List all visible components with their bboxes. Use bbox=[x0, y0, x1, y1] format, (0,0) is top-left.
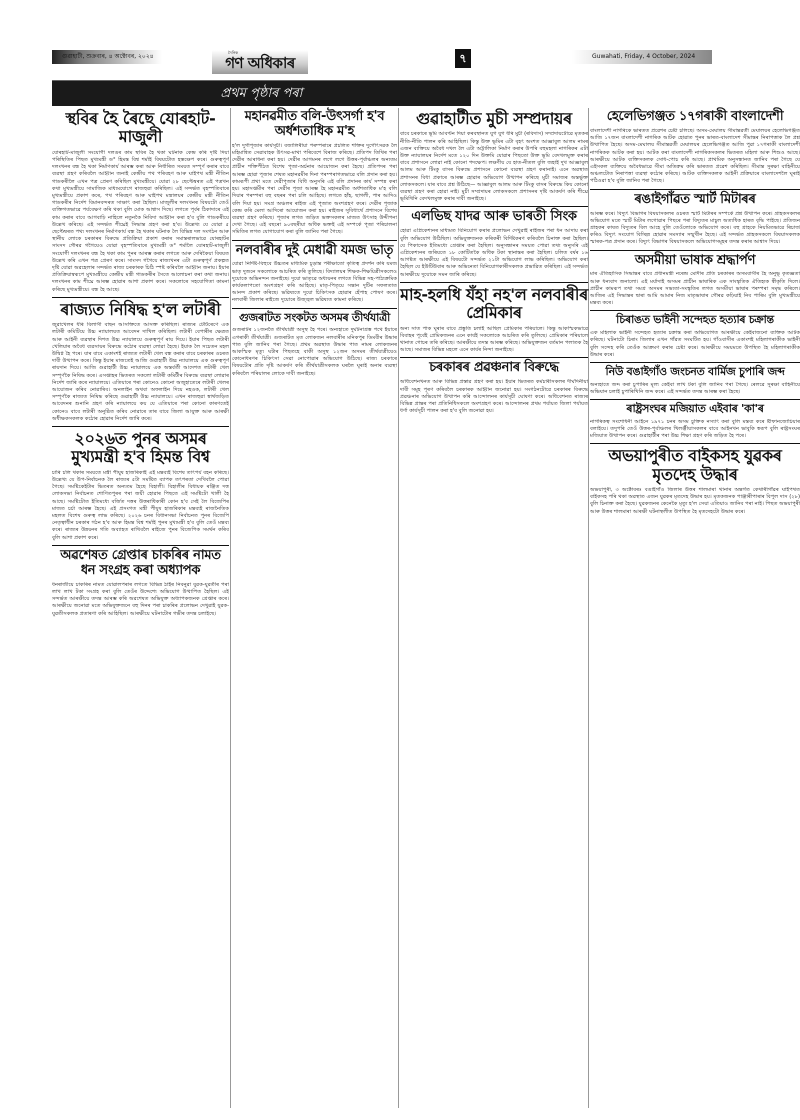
article bbox=[400, 282, 588, 355]
article-divider bbox=[590, 189, 800, 190]
article-headline[interactable]: মহানৱমীত বলি-উৎসৰ্গা হ'ব অৰ্ধশতাধিক ম'হ bbox=[244, 109, 385, 139]
article bbox=[590, 443, 800, 516]
article bbox=[590, 362, 800, 396]
article-headline[interactable]: স্থবিৰ হৈ ৰৈছে যোৰহাট-মাজুলী bbox=[65, 109, 216, 147]
date-assamese: গুৱাহাটী, শুক্ৰবাৰ, ৪ অক্টোবৰ, ২০২৪ bbox=[52, 50, 162, 64]
article-headline[interactable]: নিউ বঙাইগাঁও জংচনত বাৰ্মিজ চুপাৰি জব্দ bbox=[605, 364, 785, 378]
article-body: যোৱা নিৰ্দিষ্ট-বিহুবে উচ্চতৰ মাধ্যমিক চূড়ান্ত পৰীক্ষাতো কৃতিত্ব প্ৰদৰ্শন কৰি যমজ ভাতৃ দুজনে সকলোকে আচৰিত কৰি তুলিছে। বিদ্যালয়ৰ শিক্ষক-শিক্ষয়িত্ৰীসকলেও দুয়োকে অভিনন্দন জনাইছে। দুয়ো ভাতৃৱে অধ্যয়নৰ লগতে বিভিন্ন সহ-পাঠ্যক্ৰমিক কাৰ্যকলাপতো অংশগ্ৰহণ কৰি আহিছে। মাতৃ-পিতৃয়ে সন্তান দুটিৰ সফলতাত আনন্দ প্ৰকাশ কৰিছে। ভৱিষ্যতে দুয়ো চিকিৎসক হোৱাৰ হেঁপাহ পোষণ কৰে। নলবাৰী জিলাৰ ৰাইজে দুয়োৰে উজ্জ্বল ভৱিষ্যত কামনা কৰিছে। bbox=[232, 261, 397, 304]
article-body: বাংলাদেশী নাগৰিকে ভাৰতত প্ৰৱেশৰ চেষ্টা চলিছে। অসম-মেঘালয় সীমান্তৱৰ্তী মেঘালয়ৰ হেলেভিগঞ্জত আজি ১৭জন বাংলাদেশী নাগৰিক আটক হোৱাত পুনৰ ভাৰত-বাংলাদেশ সীমান্তৰ নিৰাপত্তাক লৈ প্ৰশ্ন উত্থাপিত হৈছে। অসম-মেঘালয় সীমান্তৱৰ্তী মেঘালয়ৰ হেলেভিগঞ্জত আজি পুৱা ১৭গৰাকী বাংলাদেশী নাগৰিকক আটক কৰা হয়। আটক কৰা বাংলাদেশী নাগৰিকসকলৰ ভিতৰত মহিলা আৰু শিশুও আছে। আৰক্ষীয়ে আটক ব্যক্তিসকলক সোধ-পোচ কৰি আছে। প্ৰাথমিক অনুসন্ধানত জানিব পৰা গৈছে যে এইসকল ব্যক্তিয়ে অবৈধভাৱে সীমা অতিক্ৰম কৰি ভাৰতত প্ৰৱেশ কৰিছিল। সীমান্ত সুৰক্ষা বাহিনীয়ে অঞ্চলটোত নিৰাপত্তা ব্যৱস্থা কঠোৰ কৰিছে। আটক ব্যক্তিসকলক আইনী প্ৰক্ৰিয়াৰে বাংলাদেশলৈ ঘূৰাই পঠিওৱা হ'ব বুলি জানিব পৰা গৈছে। bbox=[590, 127, 800, 185]
article bbox=[590, 250, 800, 308]
article-headline[interactable]: ৰঙাইগাঁৱত স্মাৰ্ট মিটাৰৰ bbox=[634, 191, 756, 207]
article-body: যোৰহাট-মাজুলী সংযোগী দলঙৰ কাম স্থবিৰ হৈ থকা ঘটনাক কেন্দ্ৰ কৰি দৃষ্টি দিয়া পৰিস্থিতিৰ পিছত মুখ্যমন্ত্ৰী ড° হিমন্ত বিশ্ব শৰ্মাই বিষয়টোত হস্তক্ষেপ কৰে। গুৰুত্বপূৰ্ণ দলংখনৰ বন্ধ হৈ থকা নিৰ্মাণকাৰ্য আৰম্ভ কৰা আৰু নিৰ্ধাৰিত সময়ত সম্পূৰ্ণ কৰাৰ বাবে ব্যৱস্থা গ্ৰহণ কৰিবলৈ আহ্বান জনাই কেন্দ্ৰীয় পথ পৰিবহণ আৰু ঘাইপথ মন্ত্ৰী নীতিন গাডকৰীলৈ এখন পত্ৰ প্ৰেৰণ কৰিছিল মুখ্যমন্ত্ৰীয়ে। যোৱা ২৮ ছেপ্টেম্বৰত এই পত্ৰখন কথা মুখ্যমন্ত্ৰীয়ে সামাজিক মাধ্যমযোগে ৰাজহুৱা কৰিছিল। এই সন্দৰ্ভত বৃহস্পতিবাৰে মুখ্যমন্ত্ৰীয়ে প্ৰকাশ কৰে, পথ পৰিবহণ আৰু ঘাইপথ মন্ত্ৰালয়ৰ কেন্দ্ৰীয় মন্ত্ৰী নীতিন গাডকৰীৰ নিৰ্দেশ বিমানবন্দৰত সাক্ষাৎ কৰা হৈছিল। মাজুলীৰ দলংখনৰ বিষয়টো তেওঁ ব্যক্তিগতভাৱে পৰ্যবেক্ষণ কৰি থকা বুলি মোক আশ্বাস দিছে। লগতে পূৰ্বৰ ঠিকাদাৰে এই কাম কৰাৰ বাবে আগবাঢ়ি নাহিলে নতুনকৈ নিবিদা আহ্বান কৰা হ'ব বুলি গাডকৰীয়ে উল্লেখ কৰিছে। এই সন্দৰ্ভত শীঘ্ৰেই সিদ্ধান্ত গ্ৰহণ কৰা হ'ব। উল্লেখ্য যে যোৱা ৫ ছেপ্টেম্বৰত পথ্য দলংখনৰ নিৰ্মাণকাৰ্য বন্ধ হৈ থকাৰ ঘটনাক লৈ বিভিন্ন দল সংগঠন আৰু স্থানীয় লোকে চৰকাৰৰ বিৰুদ্ধে প্ৰতিক্ৰিয়া প্ৰকাশ কৰাৰ সমান্তৰালভাৱে যোৰহাটৰ সাংসদ গৌৰৱ গগৈয়েও যোৱা বৃহস্পতিবাৰে মুখ্যমন্ত্ৰী ড° শৰ্মালৈ যোৰহাট-মাজুলী সংযোগী দলংখনৰ বন্ধ হৈ থকা কাম পুনৰ আৰম্ভ কৰাৰ লগতে আৰু দেৰিকৈয়া বিষয়ত উল্লেখ কৰি এখন পত্ৰ প্ৰেৰণ কৰে। সাংসদ গগৈয়ে ৰাজ্যখনৰ এটা গুৰুত্বপূৰ্ণ প্ৰকল্পত দৃষ্টি যোৱা অৱহেলাৰ সন্দৰ্ভত ৰাজ্য চৰকাৰক চিঠি স্পষ্ট কৰিবলৈ আহ্বান জনায়। ইয়াৰ প্ৰতিক্ৰিয়াস্বৰূপে মুখ্যমন্ত্ৰীয়ে কেন্দ্ৰীয় মন্ত্ৰী গাডকৰীৰ সৈতে আলোচনা কৰা কথা জনায়। দলংখনৰ কাম শীঘ্ৰে আৰম্ভ হোৱাৰ আশা প্ৰকাশ কৰে। সকলোৰে সহযোগিতা কামনা কৰিছে মুখ্যমন্ত্ৰীয়ে। বন্ধ হৈ আছে। bbox=[52, 149, 229, 293]
logo-tagline: দৈনিক bbox=[228, 50, 239, 55]
article-headline[interactable]: মাহ-হলধি যঁহা নহ'ল নলবাৰীৰ প্ৰেমিকাৰ bbox=[400, 284, 588, 323]
article bbox=[52, 426, 229, 542]
newspaper-logo bbox=[212, 50, 308, 74]
page-number: ৭ bbox=[455, 49, 471, 68]
article-divider bbox=[52, 426, 229, 427]
column-4 bbox=[590, 108, 800, 516]
article-divider bbox=[232, 308, 397, 309]
article bbox=[400, 357, 588, 415]
article-body: অন্যহাতে জব্দ কৰা চুপাৰিৰ মূল্য কেইবা লাখ টকা বুলি জানিব পৰা গৈছে। ৰেলৱে সুৰক্ষা বাহিনীয়ে অভিযান চলাই চুপাৰিখিনি জব্দ কৰে। এই সন্দৰ্ভত তদন্ত আৰম্ভ কৰা হৈছে। bbox=[590, 381, 800, 395]
article-body: গুজৰাটৰ ১২জনতৈ তীৰ্থযাত্ৰী অসুস্থ হৈ পৰে। অন্যহাতে দুৰ্ঘটনাগ্ৰস্ত পথে ইয়াৰে এগৰাকী তীৰ্থযাত্ৰী। গুজৰাটত মৃত লোকজন নলবাৰীৰ মনিকপুৰ ডিমবীৰ উদ্ধাৰ পাত বুলি জানিব পৰা গৈছে। প্ৰথম অৱস্থাত উদ্ধাৰ পাত নামৰ লোকজনৰ আকস্মিক মৃত্যু ঘটাৰ পিছতহে বাকী অসুস্থ ১২জন অসমৰ তীৰ্থযাত্ৰীয়েও কোনোধৰণৰ চিকিৎসা সেৱা নোপোৱাৰ অভিযোগ উঠিছে। ৰাজ্য চৰকাৰে বিষয়টোৰ প্ৰতি দৃষ্টি আকৰ্ষণ কৰি তীৰ্থযাত্ৰীসকলক ঘৰলৈ ঘূৰাই অনাৰ ব্যৱস্থা কৰিবলৈ পৰিয়ালৰ লোকে দাবী জনাইছে। bbox=[232, 327, 397, 377]
article-body: আৰম্ভ কৰে। বিদ্যুৎ বিভাগৰ বিষয়াসকলৰ ওচৰত স্মাৰ্ট মিটাৰৰ সম্পৰ্কে প্ৰশ্ন উত্থাপন কৰে। গ্ৰাহকসকলৰ অভিযোগ মতে স্মাৰ্ট মিটাৰ লগোৱাৰ পিছৰে পৰা বিদ্যুতৰ মাচুল অত্যধিক হাৰত বৃদ্ধি পাইছে। প্ৰতিজন গ্ৰাহকৰ কাষত বিদ্যুতৰ বিল আহে বুলি তেওঁলোকে অভিযোগ কৰে। বহু গ্ৰাহকে নিয়মিতভাৱে ৰিচাৰ্জ কৰিও বিদ্যুৎ সংযোগ বিচ্ছিন্ন হোৱাৰ সমস্যাৰ সন্মুখীন হৈছে। এই সন্দৰ্ভত গ্ৰাহকসকলে বিষয়াসকলক স্মাৰক-পত্ৰ প্ৰদান কৰে। বিদ্যুৎ বিভাগৰ বিষয়াসকলে অভিযোগসমূহৰ তদন্ত কৰাৰ আশ্বাস দিয়ে। bbox=[590, 210, 800, 246]
article bbox=[232, 308, 397, 378]
article-body: অভয়াপুৰী, ৩ অক্টোবৰঃ বঙাইগাঁও জিলাৰ উত্তৰ শালমাৰা থানাৰ অন্তৰ্গত কেথাৰীগাঁৱৰ ঘাইপথত বাইকসহ পৰি থকা অৱস্থাত এজন যুৱকৰ মৃতদেহ উদ্ধাৰ হয়। মৃতকজনক পাঞ্জাৰীপাৰাৰ বিপুল দাস (২৮) বুলি চিনাক্ত কৰা হৈছে। যুৱকজনৰ কেনেকৈ মৃত্যু হ'ল সেয়া এতিয়াও জানিব পৰা নাই। পিছত অভয়াপুৰী আৰু উত্তৰ শালমাৰা আৰক্ষী ঘটনাস্থলীত উপস্থিত হৈ মৃতদেহটো উদ্ধাৰ কৰে। bbox=[590, 487, 800, 515]
article-headline[interactable]: এলভিছ যাদৱ আৰু ভাৰতী সিংক bbox=[411, 209, 577, 225]
article-headline[interactable]: চৰকাৰৰ প্ৰৱঞ্চনাৰ বিৰুদ্ধে bbox=[429, 360, 559, 376]
article-headline[interactable]: গুৱাহাটীত মুচী সম্প্ৰদায়ৰ bbox=[416, 109, 572, 128]
column-divider bbox=[230, 108, 231, 1108]
article-headline[interactable]: ৰাষ্ট্ৰসংঘৰ মজিয়াত এইবাৰ 'কা'ৰ bbox=[626, 401, 764, 415]
article bbox=[232, 240, 397, 305]
article-divider bbox=[400, 357, 588, 358]
article-divider bbox=[52, 545, 229, 546]
column-2 bbox=[232, 108, 397, 378]
logo-title: গণ অধিকাৰ bbox=[225, 54, 295, 72]
article-divider bbox=[400, 282, 588, 283]
article-divider bbox=[590, 399, 800, 400]
article-divider bbox=[590, 250, 800, 251]
article-divider bbox=[400, 206, 588, 207]
section-title-bar: প্ৰথম পৃষ্ঠাৰ পৰা bbox=[52, 80, 471, 106]
column-1 bbox=[52, 108, 229, 618]
column-divider bbox=[588, 108, 589, 1108]
article-divider bbox=[590, 310, 800, 311]
article bbox=[232, 110, 397, 237]
article-headline[interactable]: ৰাজ্যত নিষিদ্ধ হ'ল লটাৰী bbox=[60, 299, 221, 319]
article bbox=[590, 399, 800, 440]
column-3 bbox=[400, 108, 588, 415]
article-body: হ'ল দুৰ্গাপূজাৰ কাৰ্যসূচী। বজালিৰীয়া পৰম্পৰাৰে প্ৰচলিত শক্তিৰ দুৰ্গোৎসৱক লৈ মহিমান্বিত সেৱাবাহক উৎসৱ-মাথা পৰিবেশে বিৰাজ কৰিছে। প্ৰতিপদ তিথিৰ পৰা দেৱীৰ আৰাধনা কৰা হয়। দেৱীৰ আগমনৰ লগে লগে উত্তৰ-পূৰ্বাঞ্চলৰ অন্যতম প্ৰাচীন শক্তিপীঠত বিশেষ পূজা-অৰ্চনাৰ আয়োজন কৰা হৈছে। প্ৰতিপদৰ পৰা আৰম্ভ হোৱা পূজাৰ শেষত মহানৱমীৰ দিনা পৰম্পৰাগতভাৱে বলি প্ৰদান কৰা হয়। কামৰূপী প্ৰথা মতে দেৱীপূজাৰ বিধি অনুসৰি এই বলি প্ৰদানৰ কাৰ্য সম্পন্ন কৰা হয়। মহাসপ্তমীৰ পৰা দেৱীৰ পূজা আৰম্ভ হৈ মহানৱমীত অৰ্ধশতাধিক ম'হ বলি দিয়াৰ পৰম্পৰা বহু বছৰৰ পৰা চলি আহিছে। লগতে হাঁহ, ছাগলী, পাৰ আদিও বলি দিয়া হয়। সমগ্ৰ অঞ্চলৰ ৰাইজ এই পূজাত অংশগ্ৰহণ কৰে। দেৱীৰ পূজাক কেন্দ্ৰ কৰি মেলা আদিৰো আয়োজন কৰা হয়। ৰাইজৰ সুবিধাৰ্থে প্ৰশাসনে বিশেষ ব্যৱস্থা গ্ৰহণ কৰিছে। পূজাৰ লগত জড়িত ভক্তসকলৰ মাজত উৎসাহ উদ্দীপনা দেখা গৈছে। এই বছৰো ৯০বছৰীয়া অধিক ভক্তই এই সম্পৰ্কে পূজা পৰিচালনা সমিতিৰ লগত যোগাযোগ কৰা বুলি জানিব পৰা গৈছে। bbox=[232, 142, 397, 236]
article-body: মাৰ ঐতিহাসিক সিদ্ধান্তৰ বাবে প্ৰধানমন্ত্ৰী নৰেন্দ্ৰ মোদীৰ প্ৰতি চৰকাৰৰ অসমবাসীৰ হৈ অনুভূ কৃতজ্ঞতা আৰু ধন্যবাদ জনালো। এই মৰ্যাদাই অসমৰ প্ৰাচীন ভাষাৰিক এক সাংস্কৃতিক ঐতিহ্যক স্বীকৃতি দিলে। প্ৰাচীন কামৰূপ তথা সমগ্ৰ অসমৰ সভ্যতা-সংস্কৃতিৰ লগত অসমীয়া ভাষাৰ পৰম্পৰা সমৃদ্ধ কৰিলে। আজিৰ এই সিদ্ধান্তৰ দ্বাৰা আমি আমাৰ নিজ মাতৃভাষাৰ গৌৰৱ কঢ়িয়াই নিব পাৰিম বুলি মুখ্যমন্ত্ৰীয়ে মন্তব্য কৰে। bbox=[590, 271, 800, 307]
article-body: নাগৰিকত্ব সংশোধনী আইনে ১৯৭১ চনৰ অসম চুক্তিক নস্যাৎ কৰা বুলি মন্তব্য কৰে ষ্টীফানজোচিয়াৰ বলাইয়ে। তদুপৰি তেওঁ উত্তৰ-পূৰ্বাঞ্চলৰ খিলঞ্জীয়াসকলৰ বাবে আইনখন ভাবুকি স্বৰূপ বুলি ৰাষ্ট্ৰসংঘৰ মজিয়াত উত্থাপন কৰে। গুৱাহাটীৰ পৰা উচ্চ শিক্ষা গ্ৰহণ কৰি জড়িত হৈ পৰে। bbox=[590, 418, 800, 440]
article bbox=[400, 110, 588, 203]
article-body: অধিবেশনখনত আৰু বিভিন্ন প্ৰস্তাৱ গ্ৰহণ কৰা হয়। ইয়াৰ ভিতৰত কৰ্মচাৰীসকলৰ দীৰ্ঘদিনীয়া দাবী সমূহ পূৰণ কৰিবলৈ চৰকাৰক আহ্বান জনোৱা হয়। সংগঠনটোৱে চৰকাৰৰ বিৰুদ্ধে প্ৰৱঞ্চনাৰ অভিযোগ উত্থাপন কৰি আন্দোলনৰ কাৰ্যসূচী ঘোষণা কৰে। অধিবেশনত ৰাজ্যৰ বিভিন্ন প্ৰান্তৰ পৰা প্ৰতিনিধিসকলে অংশগ্ৰহণ কৰে। আন্দোলনৰ প্ৰথম পৰ্যায়ত জিলা পৰ্যায়ত ধৰ্ণা কাৰ্যসূচী পালন কৰা হ'ব বুলি জনোৱা হয়। bbox=[400, 379, 588, 415]
date-english: Guwahati, Friday, 4 October, 2024 bbox=[572, 50, 712, 64]
article bbox=[590, 310, 800, 358]
column-divider bbox=[398, 108, 399, 1108]
article-divider bbox=[232, 240, 397, 241]
article-headline[interactable]: হেলেভিগঞ্জত ১৭গৰাকী বাংলাদেশী bbox=[606, 109, 784, 124]
article-body: জুৱাখেলৰ ধৰি বিলাসী বাছন আসক্তিতে আসক্ত কৰিছিল। ৰাজ্যৰ টেটিৰেণে এক লটাৰী কমিটিয়ে উচ্চ ন্যায়ালয়ত আবেদন দাখিল কৰিছিল। লটাৰী বেপাৰীৰ ক্ষেত্ৰত আৰু আইনী ব্যৱস্থাৰ দিশত উচ্চ ন্যায়ালয়ে গুৰুত্বপূৰ্ণ ৰায় দিয়ে। ইয়াৰ পিছত লটাৰী খেলিয়াৰ অবৈধ ব্যৱসায়ৰ বিৰুদ্ধে কঠোৰ ব্যৱস্থা লোৱা হৈছে। ইয়াক লৈ সচেতন মহল উদ্বিগ্ন হৈ পৰে। যাৰ বাবে একাংশই ৰাজ্যত লটাৰী খেল বন্ধ কৰাৰ বাবে চৰকাৰৰ ওচৰত দাবী উত্থাপন কৰে। কিন্তু ইয়াৰ মাজতেই আজি গুৱাহাটী উচ্চ ন্যায়ালয়ে এক গুৰুত্বপূৰ্ণ ৰায়দান দিয়ে। আজি গুৱাহাটী উচ্চ ন্যায়ালয়ে এক অন্তৰ্বৰ্তী আদেশত লটাৰী খেল সম্পূৰ্ণকৈ নিষিদ্ধ কৰে। এসপ্তাহৰ ভিতৰত সকলো লটাৰী কমিটীৰ বিৰুদ্ধে ব্যৱস্থা লোৱাৰ নিৰ্দেশ জাৰি কৰে ন্যায়ালয়ে। এতিয়াৰে পৰা কোনেও কোনো অজুহাতেৰে লটাৰী খেলৰ আয়োজন কৰিব নোৱাৰিব। অনলাইন অথবা অফলাইন দিয়ে নহওক, লটাৰী খেল সম্পূৰ্ণকৈ ৰাজ্যত নিষিদ্ধ কৰিছে গুৱাহাটী উচ্চ ন্যায়ালয়ে। এখন ৰাজহুৱা স্বাৰ্থজড়িত আবেদনৰ শুনানি গ্ৰহণ কৰি ন্যায়ালয়ে কয় যে এতিয়াৰে পৰা কোনো কাৰণতেই কোনেও বাবে লটাৰী অনুষ্ঠিত কৰিব নোৱাৰে তাৰ বাবে জিলা আয়ুক্ত আৰু আৰক্ষী অধীক্ষকসকলক কঠোৰ হোৱাৰ নিৰ্দেশ জাৰি কৰে। bbox=[52, 322, 229, 422]
article-body: অন্য সাত পাক ঘূৰাৰ বাবে প্ৰস্তুতি চলাই আছিল প্ৰেমিকাৰ পৰিয়ালে। কিন্তু আকস্মিকভাৱে বিবাহৰ পূৰ্বেই প্ৰেমিকজনৰ এনে কাৰ্যই সকলোকে আচৰিত কৰি তুলিছে। প্ৰেমিকাৰ পৰিয়ালে থানাত গোচৰ তৰি কৰিছে। আৰক্ষীয়ে তদন্ত আৰম্ভ কৰিছে। অভিযুক্তজন বৰ্তমান পলাতক হৈ আছে। সমাজৰ বিভিন্ন মহলে এনে কাৰ্যৰ নিন্দা জনাইছে। bbox=[400, 325, 588, 354]
article-divider bbox=[590, 443, 800, 444]
article-headline[interactable]: চিৰাঙত ভাইনী সন্দেহত হত্যাৰ চক্ৰান্ত bbox=[616, 313, 774, 327]
article bbox=[400, 206, 588, 278]
article bbox=[52, 110, 229, 294]
article bbox=[52, 545, 229, 618]
article-body: হোৱা এপ্লিকেশ্যনৰ মাধ্যমত বিনিয়োগ কৰাৰ প্ৰলোভন দেখুৱাই ৰাইজৰ পৰা ধন আদায় কৰা বুলি অভিযোগ উঠিছিল। অভিযুক্তজনক কৰিকৰী বিৰ্দিষ্টকৰণ কৰিবলৈ চিনাক্ত কৰা হৈছিল। যে পিকাসেক ইতিমধ্যে গ্ৰেপ্তাৰ কৰা হৈছিল। অনুসন্ধানৰ সময়ত পোৱা তথ্য অনুসৰি এই এপ্লিকেশ্যনৰ জৰিয়তে ১৮ কোটিতকৈ অধিক টকা স্থানান্তৰ কৰা হৈছিল। চলিত বৰ্ষৰ ১৬ আগষ্টত আৰক্ষীয়ে এই বিষয়টো সন্দৰ্ভত ২১টা অভিযোগ লাভ কৰিছিল। অভিযোগ কৰা হৈছিল যে ইউটিউবাৰ আৰু অভিনেতা বিনিয়োগকাৰীসকলক প্ৰভাৱিত কৰিছিল। এই সন্দৰ্ভত আৰক্ষীয়ে দুয়োকে সমন জাৰি কৰিছে। bbox=[400, 228, 588, 278]
article bbox=[52, 297, 229, 423]
article-headline[interactable]: ২০২৬ত পুনৰ অসমৰ মুখ্যমন্ত্ৰী হ'ব হিমন্ত বিশ্ব bbox=[71, 429, 210, 467]
article-body: এক মহিলাক ভাইনী সন্দেহত হত্যাৰ চক্ৰান্ত কৰা অভিযোগত আৰক্ষীয়ে কেইবাজনো ব্যক্তিক আটক কৰিছে। ঘটনাটো চিৰাং জিলাৰ এখন গাঁৱত সংঘটিত হয়। গাঁওবাসীৰ একাংশই মহিলাগৰাকীক ভাইনী বুলি সন্দেহ কৰি তেওঁক আক্ৰমণ কৰাৰ চেষ্টা কৰে। আৰক্ষীয়ে সময়মতে উপস্থিত হৈ মহিলাগৰাকীক উদ্ধাৰ কৰে। bbox=[590, 330, 800, 358]
article-headline[interactable]: অসমীয়া ভাষাক শ্ৰদ্ধাৰ্পণ bbox=[634, 252, 756, 268]
article-headline[interactable]: অৱশেষত গ্ৰেপ্তাৰ চাকৰিৰ নামত ধন সংগ্ৰহ কৰা অধ্যাপক bbox=[60, 547, 221, 578]
article-divider bbox=[52, 297, 229, 298]
article bbox=[590, 189, 800, 247]
article-headline[interactable]: নলবাৰীৰ দুই মেধাৱী যমজ ভাতৃ bbox=[235, 242, 394, 258]
article-headline[interactable]: গুজৰাটত সংকটত অসমৰ তীৰ্থযাত্ৰী bbox=[238, 310, 391, 324]
article-body: চাৰি চলি থকাৰ সময়তে মন্ত্ৰী পীযুষ হাজৰিকাই এই মন্তব্যই বিশেষ তাৎপৰ্য বহন কৰিছে। উল্লেখ্য যে উপ-নিৰ্বাচনক লৈ ৰাজ্যৰ ৫টা সমষ্টিত ব্যাপক তৎপৰতা দেখিবলৈ পোৱা গৈছে। সমষ্টিকেইটাৰ ভিতৰত অন্যতম হৈছে বিহালী। বিহালীৰ বিধায়ক ৰঞ্জিত দত্ত লোকসভা নিৰ্বাচনত শোণিতপুৰৰ পৰা জয়ী হোৱাৰ পিছতে এই সমষ্টিটো খালী হৈ আছে। সমষ্টিটোত ইতিমধ্যে বৰ্জিত দত্তৰ উত্তৰাধিকাৰী কোন হ'ব সেই লৈ বিজেপিৰ মাজত চৰ্চা আৰম্ভ হৈছে। এই প্ৰসংগত মন্ত্ৰী পীযুষ হাজৰিকাৰ মন্তব্যই ৰাজনৈতিক মহলত বিশেষ গুৰুত্ব লাভ কৰিছে। ২০২৬ চনৰ বিধানসভা নিৰ্বাচনত পুনৰ বিজেপি নেতৃত্বাধীন চৰকাৰ গঠন হ'ব আৰু হিমন্ত বিশ্ব শৰ্মাই পুনৰ মুখ্যমন্ত্ৰী হ'ব বুলি তেওঁ মন্তব্য কৰে। ৰাজ্যৰ উন্নয়নৰ গতি অব্যাহত ৰাখিবলৈ ৰাইজে পুনৰ বিজেপিক সমৰ্থন কৰিব বুলি আশা প্ৰকাশ কৰে। bbox=[52, 469, 229, 541]
article-divider bbox=[590, 362, 800, 363]
article-headline[interactable]: অভয়াপুৰীত বাইকসহ যুৱকৰ মৃতদেহ উদ্ধাৰ bbox=[608, 446, 782, 484]
article-body: বাবে চৰকাৰে ভূমি আবণ্টন দিয়া কৰবস্থানত যুগ যুগ ধৰি মুচী (ৰবিদাস) সম্প্ৰদায়টোৱে মৃতকৰ নীতি-নীতি পালন কৰি আহিছিল। কিন্তু উক্ত ভূমিৰ এটা বৃহৎ অংশত আজ্ঞাবুল আলম নামৰ এজন ব্যক্তিয়ে অবৈধ দখল লৈ এটা অট্টালিকা নিৰ্মাণ কৰাৰ উপৰি বহুমহলা নাগৰিকৰ এটা উক্ত ন্যায়ালয়ৰ নিৰ্দেশ মতে ১২০ দিন উক্তমি যোৱাৰ পিছতো উক্ত ভূমি বেদখলমুক্ত কৰাৰ বাবে প্ৰশাসনে লোৱা নাই কোনো পদক্ষেপ। লক্ষণীয় যে হাত-নীতল বুলি জহাই দুখ আজ্ঞাবুল আলম আৰু টিংকু বাসৰ বিৰুদ্ধে প্ৰশাসনে কোনো ব্যৱস্থা গ্ৰহণ কৰানাই। এনে অৱস্থাত প্ৰশাসনৰ বিধা প্ৰকাৰে আৰম্ভ হোৱাৰ অভিযোগ উত্থাপন কৰিছে মুচী সমাজৰ অন্তৰ্ভুক্ত লোকসকলে। যাৰ বাবে প্ৰশ্ন উঠিছে— আজ্ঞাবুল আলম আৰু টিংকু বাসৰ বিৰুদ্ধে কিয় কোনো ব্যৱস্থা গ্ৰহণ কৰা হোৱা নাই। মুচী সম্প্ৰদায়ৰ লোকসকলে প্ৰশাসনৰ দৃষ্টি আকৰ্ষণ কৰি শীঘ্ৰে ভূমিখিনি বেদখলমুক্ত কৰাৰ দাবী জনাইছে। bbox=[400, 131, 588, 203]
article bbox=[590, 110, 800, 186]
article-body: ধনৰাজীয়ে চাকৰিৰ নামত যোৱালপৰাৰ লগতে বিভিন্ন ঠাইৰ নিবনুৱা যুৱক-যুৱতীৰ পৰা লাখ লাখ টকা সংগ্ৰহ কৰা বুলি তেওঁৰ উদ্দেশ্যে অভিযোগ উত্থাপিত হৈছিল। এই সন্দৰ্ভত আৰক্ষীয়ে তদন্ত আৰম্ভ কৰি অৱশেষত অভিযুক্ত অধ্যাপকজনক গ্ৰেপ্তাৰ কৰে। আৰক্ষীয়ে জনোৱা মতে অভিযুক্তজনে বহু দিনৰ পৰা চাকৰিৰ প্ৰলোভন দেখুৱাই যুৱক-যুৱতীসকলক প্ৰতাৰণা কৰি আহিছিল। আৰক্ষীয়ে ঘটনাটোৰ গভীৰ তদন্ত চলাইছে। bbox=[52, 581, 229, 617]
